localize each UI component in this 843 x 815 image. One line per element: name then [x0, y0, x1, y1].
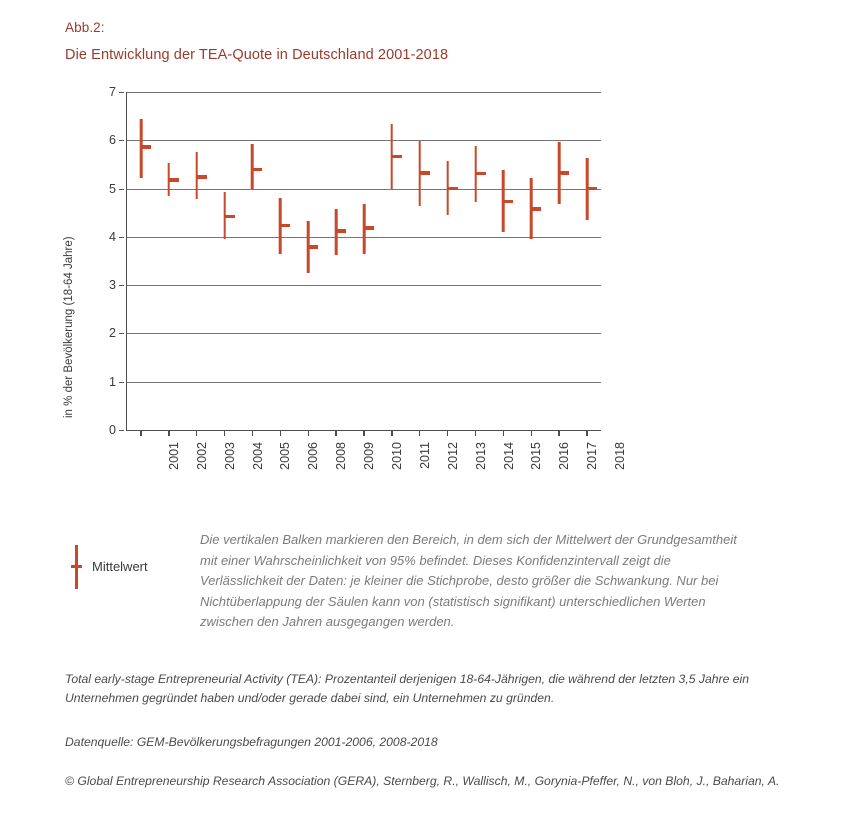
mean-marker [530, 207, 541, 210]
x-tick-label: 2016 [557, 442, 572, 470]
footnote-data-source: Datenquelle: GEM-Bevölkerungsbefragungen 2001-2006, 2008-2018 [65, 735, 438, 749]
x-tick-mark [168, 430, 169, 436]
y-tick-mark [119, 92, 124, 93]
x-tick-label: 2002 [194, 442, 209, 470]
mean-marker [419, 171, 430, 174]
x-tick-label: 2018 [613, 442, 628, 470]
y-tick-mark [119, 140, 124, 141]
y-axis-title: in % der Bevölkerung (18-64 Jahre) [63, 236, 75, 418]
figure-header [65, 18, 765, 66]
y-tick-mark [119, 237, 124, 238]
x-tick-mark [335, 430, 336, 436]
plot-canvas [126, 92, 601, 431]
gridline [127, 333, 601, 334]
mean-marker [168, 178, 179, 181]
y-tick-mark [119, 333, 124, 334]
x-tick-mark [531, 430, 532, 436]
y-tick-label: 5 [109, 181, 116, 196]
x-tick-label: 2006 [306, 442, 321, 470]
x-tick-mark [447, 430, 448, 436]
figure-title: Die Entwicklung der TEA-Quote in Deutschland 2001-2018 [65, 47, 449, 63]
x-tick-label: 2011 [417, 442, 432, 469]
y-tick-label: 3 [109, 277, 116, 292]
footnote-copyright: © Global Entrepreneurship Research Association (GERA), Sternberg, R., Wallisch, M., Gorynia-Pfeffer, N., von Bloh, J., Baharian, A. [65, 774, 780, 788]
x-tick-mark [419, 430, 420, 436]
x-tick-label: 2009 [362, 442, 377, 470]
x-tick-label: 2012 [445, 442, 460, 470]
gridline [127, 285, 601, 286]
chart-legend [70, 545, 200, 605]
x-tick-label: 2017 [585, 442, 600, 470]
mean-marker [279, 224, 290, 227]
mean-marker [586, 187, 597, 190]
x-tick-mark [586, 430, 587, 436]
x-tick-mark [224, 430, 225, 436]
x-tick-mark [475, 430, 476, 436]
confidence-interval-bar [251, 144, 254, 188]
y-tick-label: 4 [109, 229, 116, 244]
x-tick-label: 2014 [501, 442, 516, 470]
mean-marker [502, 200, 513, 203]
footnote-tea-definition: Total early-stage Entrepreneurial Activity (TEA): Prozentanteil derjenigen 18-64-Jährigen, die während der letzten 3,5 Jahre ein Unternehmen gegründet haben und/oder gerade dabei sind, ein Unternehmen zu gründen. [65, 672, 750, 705]
y-tick-mark [119, 285, 124, 286]
x-tick-label: 2004 [250, 442, 265, 470]
mean-marker [447, 187, 458, 190]
x-tick-mark [308, 430, 309, 436]
chart [63, 84, 628, 492]
gridline [127, 140, 601, 141]
mean-marker [196, 175, 207, 178]
mean-marker [558, 171, 569, 174]
x-tick-mark [252, 430, 253, 436]
mean-marker [391, 155, 402, 158]
x-tick-mark [140, 430, 141, 436]
mean-marker [475, 172, 486, 175]
gridline [127, 92, 601, 93]
legend-mean-marker-icon [71, 565, 82, 568]
mean-marker [307, 245, 318, 248]
x-tick-label: 2003 [222, 442, 237, 470]
y-axis-ticks [100, 84, 124, 437]
mean-marker [140, 145, 151, 148]
x-tick-mark [503, 430, 504, 436]
plot-wrapper [100, 84, 628, 470]
x-tick-label: 2005 [278, 442, 293, 470]
y-tick-label: 0 [109, 422, 116, 437]
mean-marker [335, 229, 346, 232]
x-tick-label: 2015 [529, 442, 544, 470]
mean-marker [363, 226, 374, 229]
x-tick-mark [391, 430, 392, 436]
x-tick-label: 2013 [473, 442, 488, 470]
legend-label: Mittelwert [92, 559, 148, 574]
x-tick-mark [280, 430, 281, 436]
figure-label: Abb.2: [65, 20, 105, 35]
x-axis-labels [161, 438, 635, 498]
x-tick-mark [196, 430, 197, 436]
y-tick-label: 7 [109, 84, 116, 99]
x-tick-mark [363, 430, 364, 436]
y-tick-mark [119, 382, 124, 383]
x-tick-label: 2001 [166, 442, 181, 470]
chart-note: Die vertikalen Balken markieren den Bereich, in dem sich der Mittelwert der Grundgesamtheit mit einer Wahrscheinlichkeit von 95% befindet. Dieses Konfidenzintervall zeigt die Verlässlichkeit der Daten: je kleiner die Stichprobe, desto größer die Schwankung. Nur bei Nichtüberlappung der Säulen kann von (statistisch signifikant) unterschiedlichen Werten zwischen den Jahren ausgegangen werden. [200, 532, 737, 629]
y-tick-label: 1 [109, 374, 116, 389]
x-tick-label: 2010 [390, 442, 404, 470]
gridline [127, 382, 601, 383]
y-tick-mark [119, 430, 124, 431]
x-tick-mark [558, 430, 559, 436]
x-tick-label: 2008 [334, 442, 349, 470]
y-tick-label: 6 [109, 133, 116, 148]
y-tick-label: 2 [109, 326, 116, 341]
mean-marker [224, 215, 235, 218]
mean-marker [251, 168, 262, 171]
y-tick-mark [119, 189, 124, 190]
